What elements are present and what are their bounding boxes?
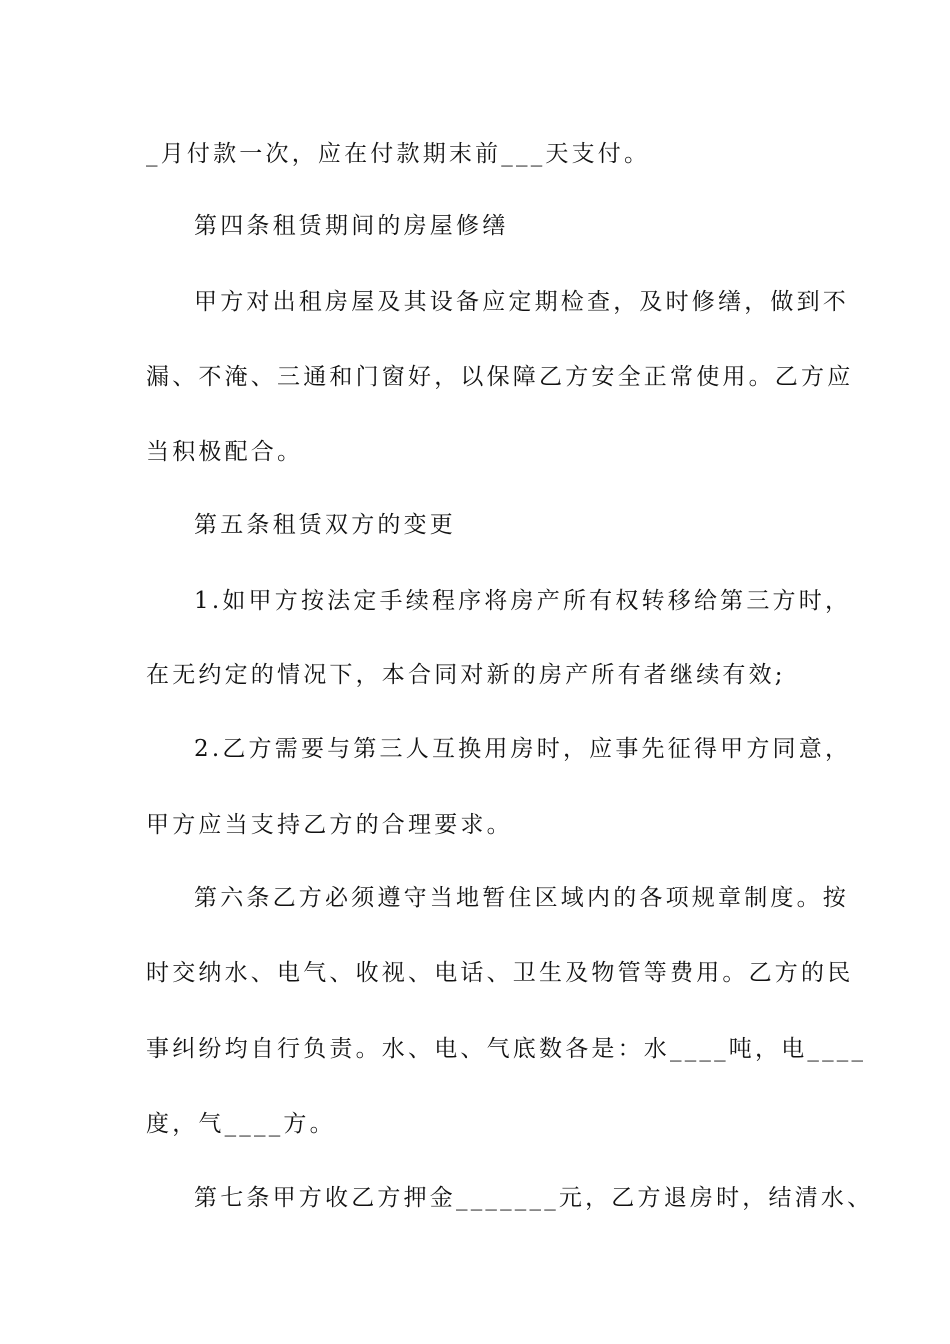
text-line: 第六条乙方必须遵守当地暂住区域内的各项规章制度。按 <box>194 885 849 911</box>
text-line: 时交纳水、电气、收视、电话、卫生及物管等费用。乙方的民 <box>146 960 854 986</box>
text-line: 甲方应当支持乙方的合理要求。 <box>146 812 513 838</box>
text-line: 度，气____方。 <box>146 1111 336 1137</box>
text-line: 漏、不淹、三通和门窗好，以保障乙方安全正常使用。乙方应 <box>146 364 854 390</box>
section-heading-article-4: 第四条租赁期间的房屋修缮 <box>194 213 509 239</box>
text-line: 2.乙方需要与第三人互换用房时，应事先征得甲方同意， <box>194 736 852 762</box>
text-line: 在无约定的情况下，本合同对新的房产所有者继续有效; <box>146 662 786 688</box>
text-line: 事纠纷均自行负责。水、电、气底数各是：水____吨，电____ <box>146 1036 867 1062</box>
text-line: 当积极配合。 <box>146 439 304 465</box>
text-line: 第七条甲方收乙方押金_______元，乙方退房时，结清水、 <box>194 1185 874 1211</box>
text-line: 甲方对出租房屋及其设备应定期检查，及时修缮，做到不 <box>194 289 849 315</box>
text-line: 1.如甲方按法定手续程序将房产所有权转移给第三方时， <box>194 588 852 614</box>
section-heading-article-5: 第五条租赁双方的变更 <box>194 512 456 538</box>
text-line: _月付款一次，应在付款期末前___天支付。 <box>146 141 651 167</box>
